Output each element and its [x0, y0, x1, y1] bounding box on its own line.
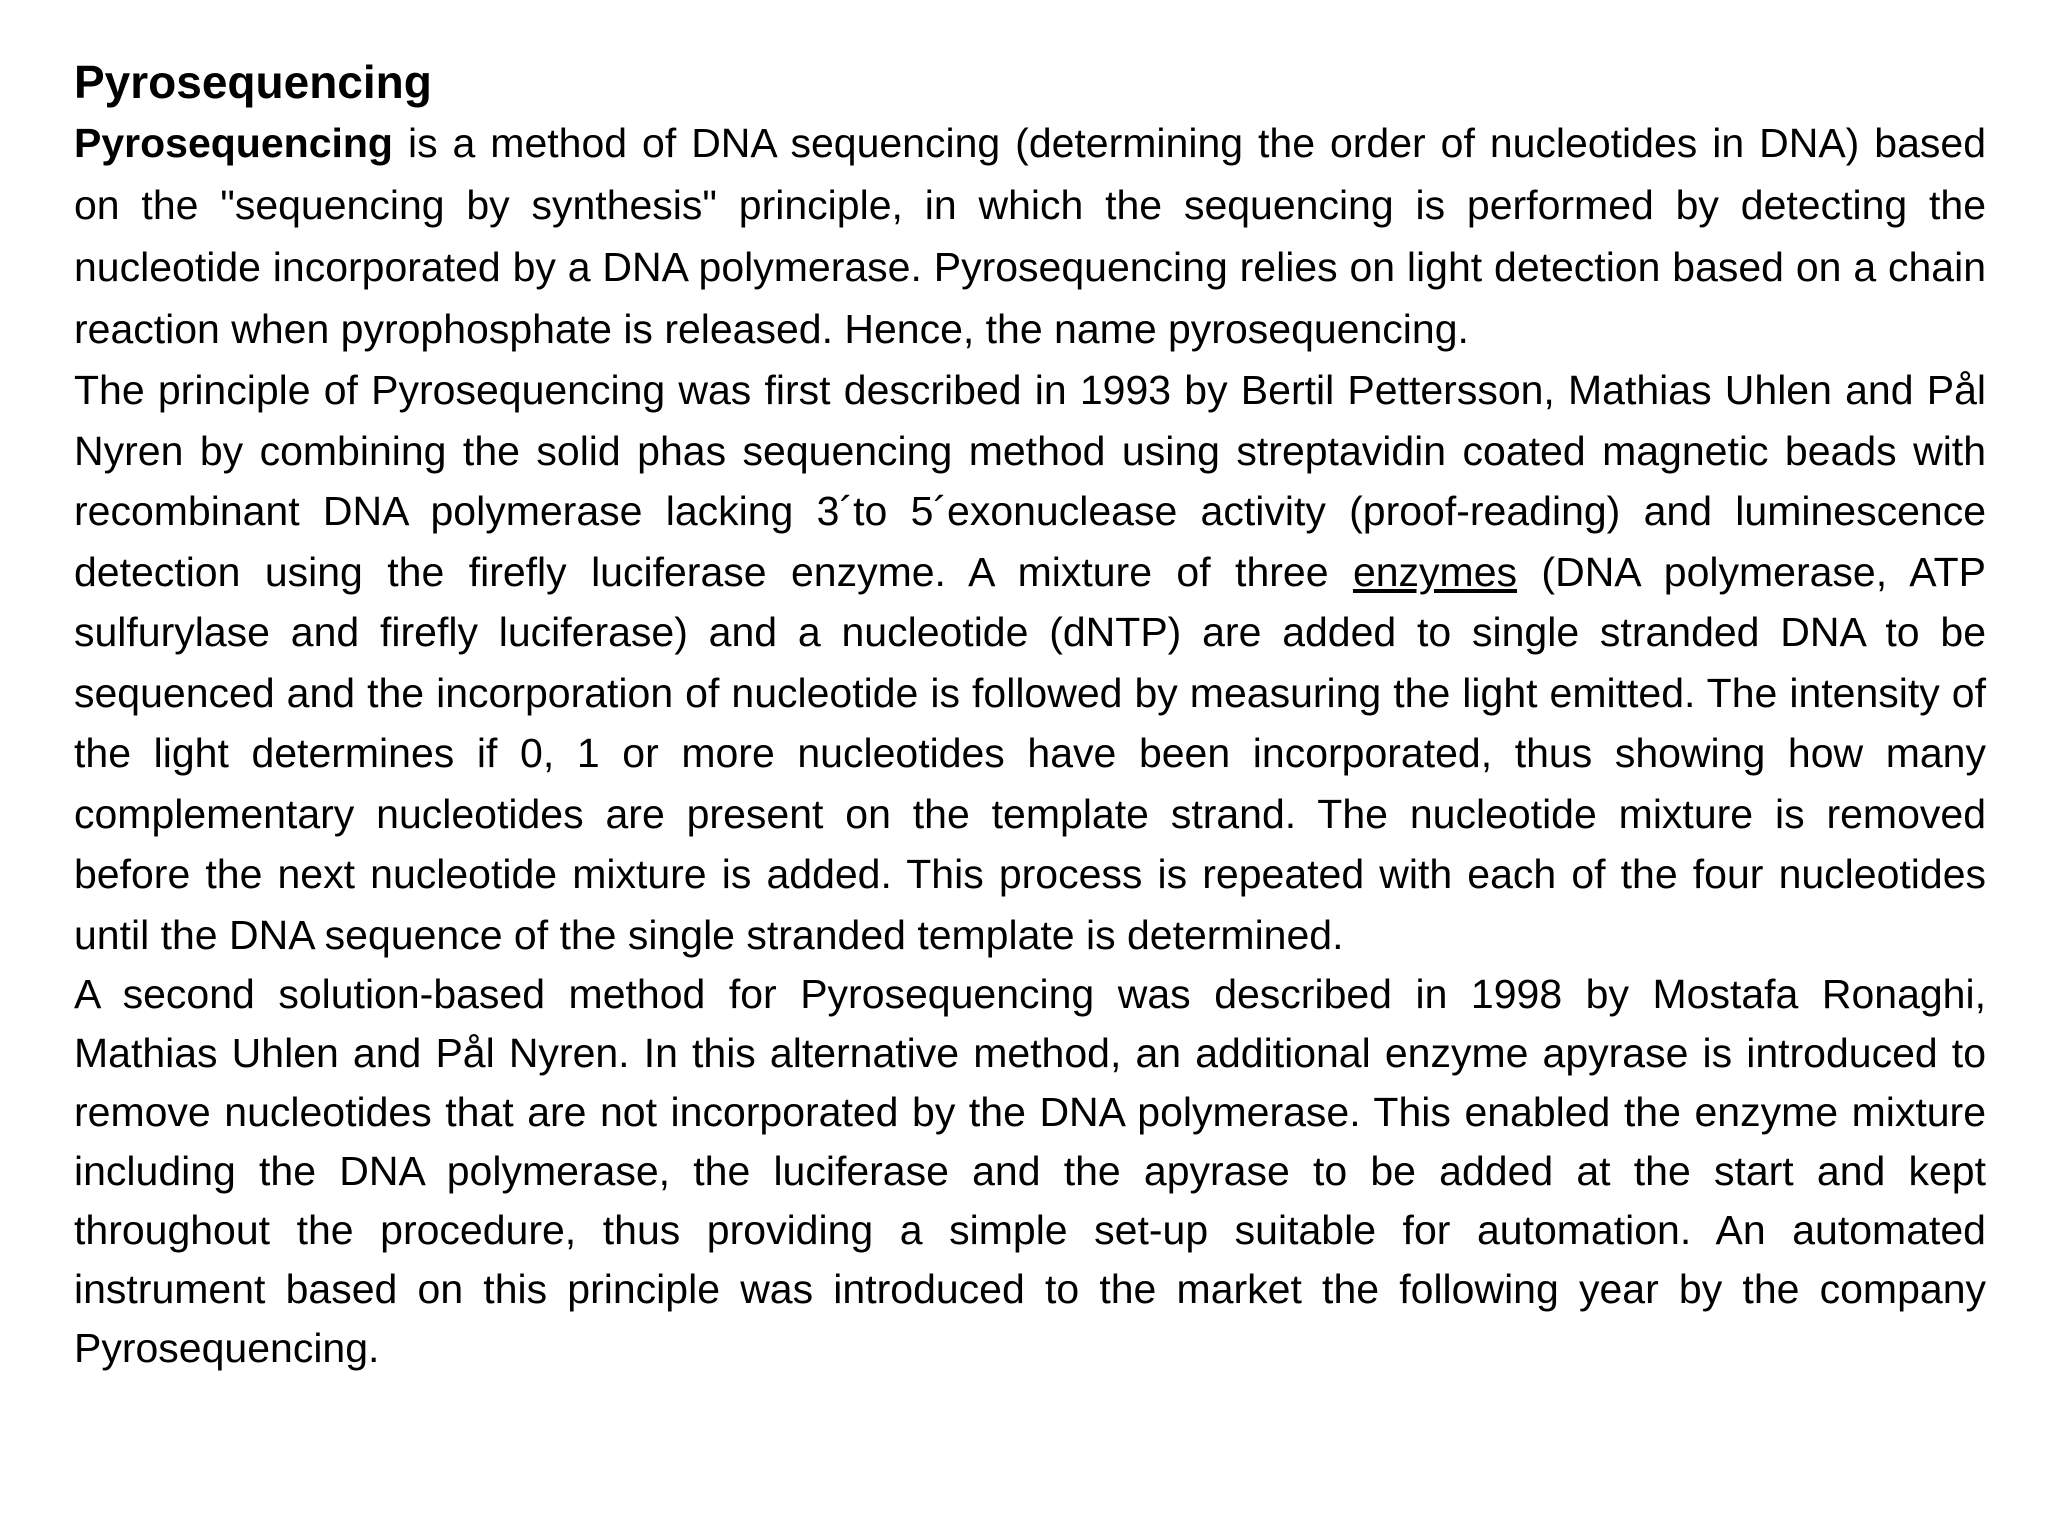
principle-text-a: The principle of Pyrosequencing was first described in 1993 by Bertil Pettersson, Mathias Uhlen and Pål Nyren by combining the solid phas sequencing method using streptavidin coated magnetic beads with recombinant DNA polymerase lacking 3´to 5´exonuclease activity (proof-reading) and luminescence detection using the firefly luciferase enzyme. A mixture of three — [74, 367, 1986, 595]
enzymes-link[interactable]: enzymes — [1352, 548, 1517, 595]
intro-term: Pyrosequencing — [74, 120, 393, 166]
intro-text: is a method of DNA sequencing (determining the order of nucleotides in DNA) based on the "sequencing by synthesis" principle, in which the sequencing is performed by detecting the nucleotide incorporated by a DNA polymerase. Pyrosequencing relies on light detection based on a chain reaction when pyrophosphate is released. Hence, the name pyrosequencing. — [74, 120, 1986, 352]
intro-paragraph — [74, 112, 1986, 360]
principle-text-b: (DNA polymerase, ATP sulfurylase and firefly luciferase) and a nucleotide (dNTP) are added to single stranded DNA to be sequenced and the incorporation of nucleotide is followed by measuring the light emitted. The intensity of the light determines if 0, 1 or more nucleotides have been incorporated, thus showing how many complementary nucleotides are present on the template strand. The nucleotide mixture is removed before the next nucleotide mixture is added. This process is repeated with each of the four nucleotides until the DNA sequence of the single stranded template is determined. — [74, 548, 1986, 958]
document-body — [74, 52, 1986, 1378]
principle-paragraph — [74, 360, 1986, 965]
solution-method-paragraph: A second solution-based method for Pyrosequencing was described in 1998 by Mostafa Ronaghi, Mathias Uhlen and Pål Nyren. In this alternative method, an additional enzyme apyrase is introduced to remove nucleotides that are not incorporated by the DNA polymerase. This enabled the enzyme mixture including the DNA polymerase, the luciferase and the apyrase to be added at the start and kept throughout the procedure, thus providing a simple set-up suitable for automation. An automated instrument based on this principle was introduced to the market the following year by the company Pyrosequencing. — [74, 971, 1986, 1371]
page-title: Pyrosequencing — [74, 56, 432, 108]
